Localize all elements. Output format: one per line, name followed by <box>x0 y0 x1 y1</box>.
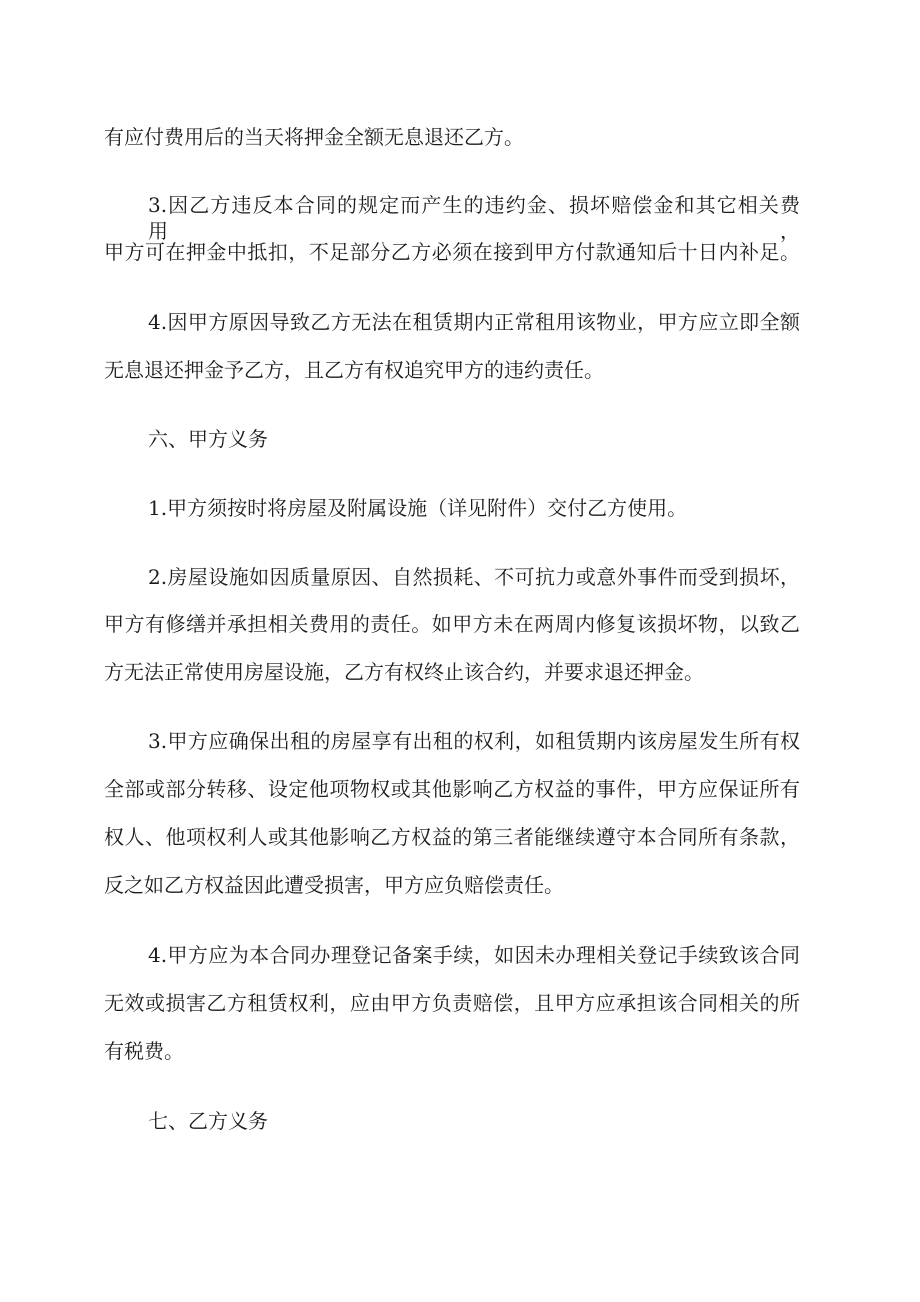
clause-6-3-line-1: 3.甲方应确保出租的房屋享有出租的权利，如租赁期内该房屋发生所有权 <box>148 729 800 753</box>
clause-5-3-line-1: 3.因乙方违反本合同的规定而产生的违约金、损坏赔偿金和其它相关费用， <box>148 193 800 243</box>
clause-6-3-line-4: 反之如乙方权益因此遭受损害，甲方应负赔偿责任。 <box>104 873 564 897</box>
clause-6-2-line-3: 方无法正常使用房屋设施，乙方有权终止该合约，并要求退还押金。 <box>104 660 704 684</box>
clause-6-3-line-3: 权人、他项权利人或其他影响乙方权益的第三者能继续遵守本合同所有条款， <box>104 825 800 849</box>
section-6-heading: 六、甲方义务 <box>148 427 268 451</box>
clause-5-2-tail-line: 有应付费用后的当天将押金全额无息退还乙方。 <box>104 125 524 149</box>
clause-5-4-line-1: 4.因甲方原因导致乙方无法在租赁期内正常租用该物业，甲方应立即全额 <box>148 310 800 334</box>
clause-5-4-line-2: 无息退还押金予乙方，且乙方有权追究甲方的违约责任。 <box>104 358 604 382</box>
clause-6-4-line-2: 无效或损害乙方租赁权利，应由甲方负责赔偿，且甲方应承担该合同相关的所 <box>104 991 800 1015</box>
clause-6-4-line-3: 有税费。 <box>104 1039 184 1063</box>
section-7-heading: 七、乙方义务 <box>148 1109 268 1133</box>
clause-6-2-line-2: 甲方有修缮并承担相关费用的责任。如甲方未在两周内修复该损坏物，以致乙 <box>104 612 800 636</box>
clause-6-2-line-1: 2.房屋设施如因质量原因、自然损耗、不可抗力或意外事件而受到损坏， <box>148 565 800 589</box>
clause-5-3-line-2: 甲方可在押金中抵扣，不足部分乙方必须在接到甲方付款通知后十日内补足。 <box>104 240 800 264</box>
clause-6-1-line-1: 1.甲方须按时将房屋及附属设施（详见附件）交付乙方使用。 <box>148 496 688 520</box>
clause-6-4-line-1: 4.甲方应为本合同办理登记备案手续，如因未办理相关登记手续致该合同 <box>148 943 800 967</box>
clause-6-3-line-2: 全部或部分转移、设定他项物权或其他影响乙方权益的事件，甲方应保证所有 <box>104 777 800 801</box>
